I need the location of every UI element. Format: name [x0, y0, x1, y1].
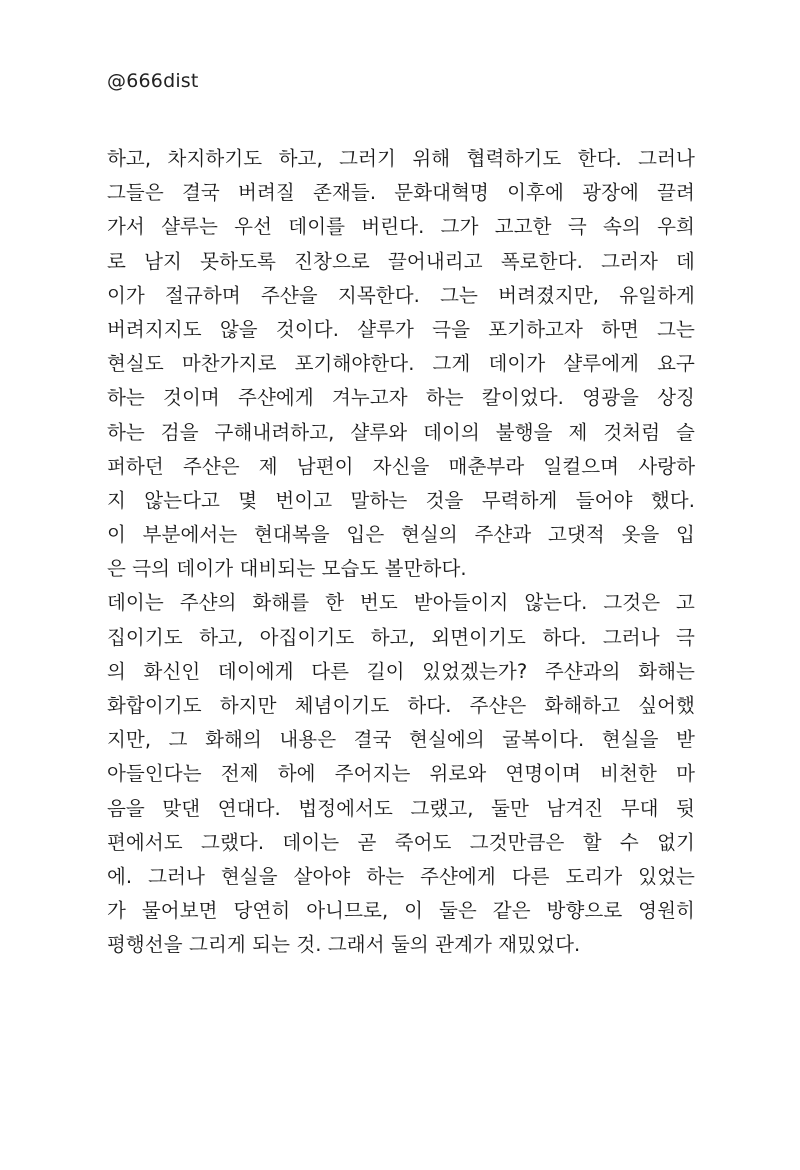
text-line: 평행선을 그리게 되는 것. 그래서 둘의 관계가 재밌었다.	[107, 933, 581, 957]
text-line: 현실도 마찬가지로 포기해야한다. 그게 데이가 샬루에게 요구	[107, 352, 695, 376]
text-line: 아들인다는 전제 하에 주어지는 위로와 연명이며 비천한 마	[107, 762, 695, 786]
text-line: 의 화신인 데이에게 다른 길이 있었겠는가? 주샨과의 화해는	[107, 659, 695, 683]
author-handle: @666dist	[107, 70, 199, 92]
paragraph-1	[107, 142, 695, 586]
article-body	[107, 142, 695, 963]
text-line: 가 물어보면 당연히 아니므로, 이 둘은 같은 방향으로 영원히	[107, 899, 695, 923]
text-line: 음을 맞댄 연대다. 법정에서도 그랬고, 둘만 남겨진 무대 뒷	[107, 796, 695, 820]
text-line: 하는 검을 구해내려하고, 샬루와 데이의 불행을 제 것처럼 슬	[107, 420, 695, 444]
text-line: 퍼하던 주샨은 제 남편이 자신을 매춘부라 일컬으며 사랑하	[107, 454, 695, 478]
text-line: 이 부분에서는 현대복을 입은 현실의 주샨과 고댓적 옷을 입	[107, 523, 695, 547]
text-line: 그들은 결국 버려질 존재들. 문화대혁명 이후에 광장에 끌려	[107, 181, 695, 205]
text-line: 로 남지 못하도록 진창으로 끌어내리고 폭로한다. 그러자 데	[107, 249, 695, 273]
text-line: 화합이기도 하지만 체념이기도 하다. 주샨은 화해하고 싶어했	[107, 694, 695, 717]
text-line: 지 않는다고 몇 번이고 말하는 것을 무력하게 들어야 했다.	[107, 488, 695, 512]
paragraph-2	[107, 586, 695, 962]
text-line: 집이기도 하고, 아집이기도 하고, 외면이기도 하다. 그러나 극	[107, 625, 695, 649]
text-line: 가서 샬루는 우선 데이를 버린다. 그가 고고한 극 속의 우희	[107, 215, 695, 239]
text-line: 데이는 주샨의 화해를 한 번도 받아들이지 않는다. 그것은 고	[107, 591, 695, 615]
text-line: 지만, 그 화해의 내용은 결국 현실에의 굴복이다. 현실을 받	[107, 728, 695, 752]
text-line: 에. 그러나 현실을 살아야 하는 주샨에게 다른 도리가 있었는	[107, 864, 695, 888]
text-line: 버려지지도 않을 것이다. 샬루가 극을 포기하고자 하면 그는	[107, 317, 695, 341]
text-line: 하고, 차지하기도 하고, 그러기 위해 협력하기도 한다. 그러나	[107, 147, 695, 170]
text-line: 이가 절규하며 주샨을 지목한다. 그는 버려졌지만, 유일하게	[107, 283, 695, 307]
text-line: 편에서도 그랬다. 데이는 곧 죽어도 그것만큼은 할 수 없기	[107, 830, 695, 854]
text-line: 하는 것이며 주샨에게 겨누고자 하는 칼이었다. 영광을 상징	[107, 386, 695, 410]
text-line: 은 극의 데이가 대비되는 모습도 볼만하다.	[107, 557, 467, 581]
